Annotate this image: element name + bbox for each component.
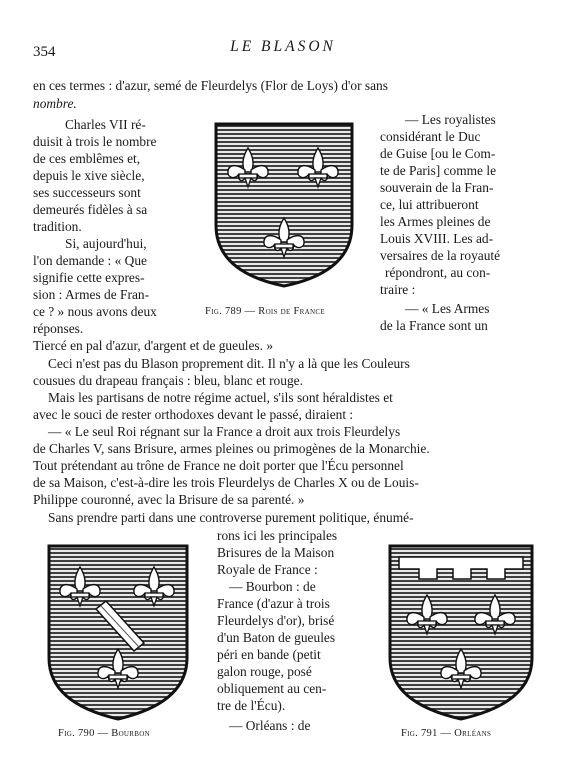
text-line: Charles VII ré- xyxy=(65,117,146,132)
text-line: Si, aujourd'hui, xyxy=(65,236,147,251)
text-line: te de Paris] comme le xyxy=(380,163,497,178)
text-line: l'on demande : « Que xyxy=(33,253,147,268)
text-line: — « Le seul Roi régnant sur la France a droit aux trois Fleurdelys xyxy=(48,424,401,439)
text-line: tradition. xyxy=(33,219,82,234)
text-line: de la France sont un xyxy=(380,318,488,333)
text-line: Royale de France : xyxy=(217,562,318,577)
text-line: — Orléans : de xyxy=(229,718,311,733)
figure-caption-790: Fig. 790 — Bourbon xyxy=(58,728,150,739)
text-line: de Charles V, sans Brisure, armes pleines ou primogènes de la Monarchie. xyxy=(33,441,430,456)
coat-of-arms-rois-de-france xyxy=(212,120,356,290)
text-line: galon rouge, posé xyxy=(217,664,312,679)
text-line: de sa Maison, c'est-à-dire les trois Fleurdelys de Charles X ou de Louis- xyxy=(33,475,419,490)
text-line: rons ici les principales xyxy=(217,528,338,543)
text-line: depuis le xive siècle, xyxy=(33,168,145,183)
text-line: obliquement au cen- xyxy=(217,681,327,696)
text-line: Tiercé en pal d'azur, d'argent et de gueules. » xyxy=(33,338,274,353)
text-line: ce ? » nous avons deux xyxy=(33,304,157,319)
figure-caption-791: Fig. 791 — Orléans xyxy=(401,728,492,739)
text-line: Sans prendre parti dans une controverse purement politique, énumé- xyxy=(48,510,414,525)
text-line: tre de l'Écu). xyxy=(217,698,286,713)
text-line: de Guise [ou le Com- xyxy=(380,146,496,161)
text-line: France (d'azur à trois xyxy=(217,596,330,611)
text-line: considérant le Duc xyxy=(380,129,481,144)
text-line: Mais les partisans de notre régime actuel, s'ils sont héraldistes et xyxy=(48,390,393,405)
text-line: — Les royalistes xyxy=(405,112,496,127)
text-line: demeurés fidèles à sa xyxy=(33,202,148,217)
text-line: ses successeurs sont xyxy=(33,185,141,200)
text-line: nombre. xyxy=(33,96,77,111)
text-line: souverain de la Fran- xyxy=(380,180,494,195)
text-line: Brisures de la Maison xyxy=(217,545,335,560)
text-line: Philippe couronné, avec la Brisure de sa parenté. » xyxy=(33,492,305,507)
coat-of-arms-bourbon xyxy=(46,543,190,723)
text-line: Tout prétendant au trône de France ne doit porter que l'Écu personnel xyxy=(33,458,404,473)
running-title: LE BLASON xyxy=(230,38,336,55)
text-line: d'un Baton de gueules xyxy=(217,630,336,645)
text-line: en ces termes : d'azur, semé de Fleurdelys (Flor de Loys) d'or sans xyxy=(33,78,388,93)
text-line: Ceci n'est pas du Blason proprement dit. Il n'y a là que les Couleurs xyxy=(48,356,410,371)
figure-caption-789: Fig. 789 — Rois de France xyxy=(205,306,325,317)
text-line: ce, lui attribueront xyxy=(380,197,479,212)
text-line: péri en bande (petit xyxy=(217,647,321,662)
text-line: signifie cette expres- xyxy=(33,270,145,285)
text-line: de ces emblêmes et, xyxy=(33,151,141,166)
text-line: — Bourbon : de xyxy=(229,579,316,594)
text-line: avec le souci de rester orthodoxes devant le passé, diraient : xyxy=(33,407,354,422)
text-line: cousues du drapeau français : bleu, blanc et rouge. xyxy=(33,373,303,388)
text-line: traire : xyxy=(380,282,416,297)
text-line: Fleurdelys d'or), brisé xyxy=(217,613,335,628)
page-number: 354 xyxy=(33,44,56,60)
text-line: Louis XVIII. Les ad- xyxy=(380,231,494,246)
text-line: les Armes pleines de xyxy=(380,214,491,229)
text-line: duisit à trois le nombre xyxy=(33,134,157,149)
coat-of-arms-orleans xyxy=(387,543,535,723)
text-line: réponses. xyxy=(33,321,84,336)
text-line: — « Les Armes xyxy=(405,301,490,316)
text-line: répondront, au con- xyxy=(385,265,491,280)
text-line: sion : Armes de Fran- xyxy=(33,287,150,302)
text-line: versaires de la royauté xyxy=(380,248,501,263)
